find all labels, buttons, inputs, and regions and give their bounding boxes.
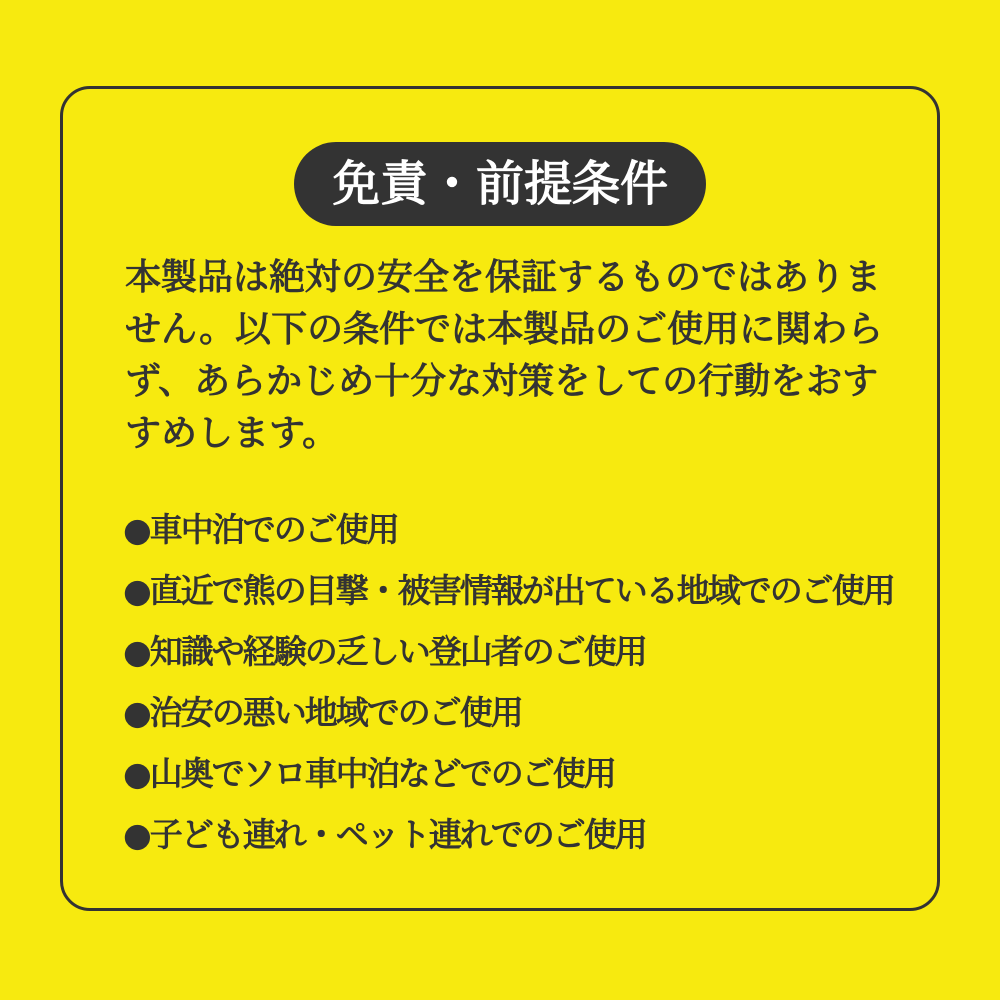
list-item: ●子ども連れ・ペット連れでのご使用 [123, 815, 646, 854]
intro-paragraph [125, 252, 897, 460]
intro-line: ず、あらかじめ十分な対策をしての行動をおす [125, 361, 879, 402]
intro-line: せん。以下の条件では本製品のご使用に関わら [125, 309, 884, 350]
list-item: ●知識や経験の乏しい登山者のご使用 [123, 632, 646, 671]
disclaimer-card [60, 86, 940, 911]
list-item: ●車中泊でのご使用 [123, 510, 398, 549]
list-item: ●直近で熊の目撃・被害情報が出ている地域でのご使用 [123, 571, 894, 610]
condition-list [123, 510, 907, 855]
intro-line: すめします。 [125, 413, 339, 454]
title-text: 免責・前提条件 [331, 156, 668, 212]
title-badge [294, 142, 706, 226]
intro-line: 本製品は絶対の安全を保証するものではありま [125, 257, 882, 298]
list-item: ●山奥でソロ車中泊などでのご使用 [123, 754, 615, 793]
list-item: ●治安の悪い地域でのご使用 [123, 693, 522, 732]
